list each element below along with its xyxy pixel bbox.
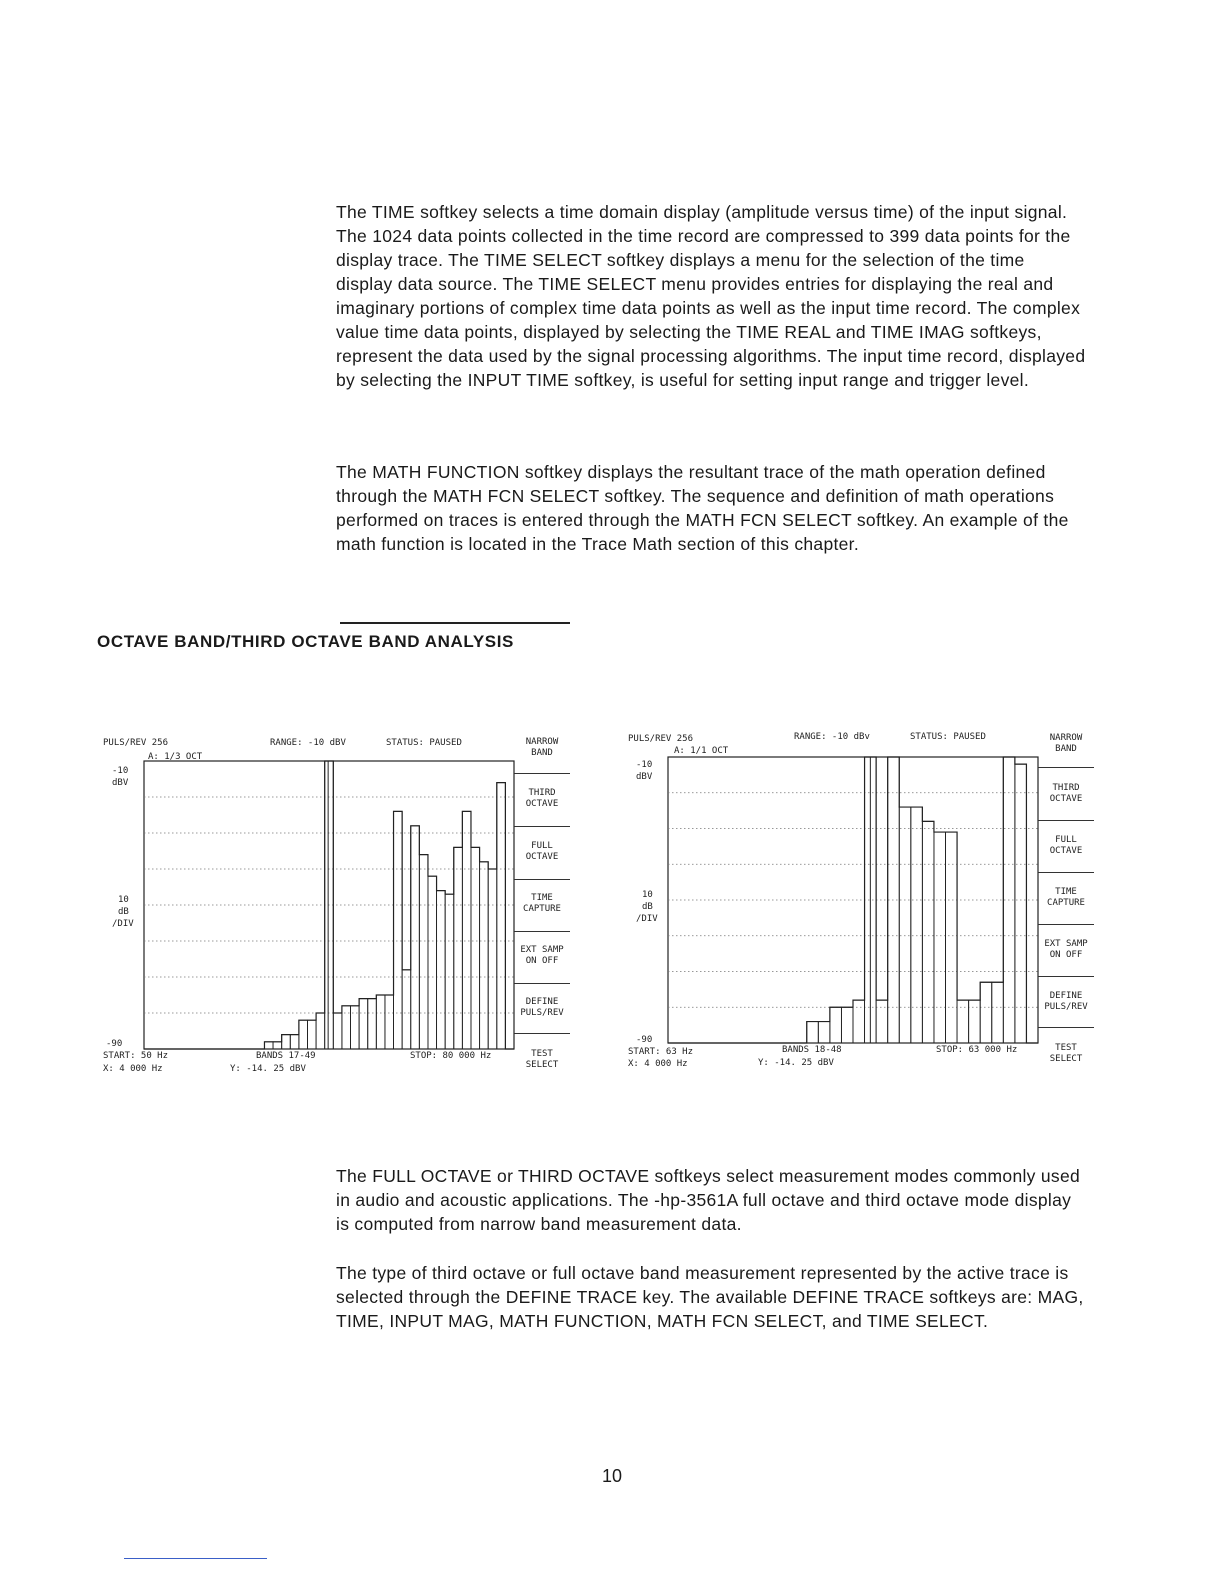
softkey-full-octave[interactable] xyxy=(512,841,572,863)
band-bar xyxy=(273,1042,282,1049)
softkey-label-2: OCTAVE xyxy=(525,852,559,862)
band-bar xyxy=(969,1000,981,1043)
page-number: 10 xyxy=(601,1466,623,1486)
softkey-divider xyxy=(514,773,570,774)
softkey-label-2: CAPTURE xyxy=(1047,898,1085,908)
band-bar xyxy=(376,995,385,1049)
softkey-label-1: THIRD xyxy=(1052,783,1080,793)
softkey-divider xyxy=(514,826,570,827)
band-bar xyxy=(359,999,368,1049)
marker-x-readout: X: 4 000 Hz xyxy=(103,1064,163,1074)
band-bar xyxy=(841,1007,853,1043)
band-bar xyxy=(368,999,377,1049)
marker-y-readout: Y: -14. 25 dBV xyxy=(230,1064,306,1074)
pulsrev-label: PULS/REV 256 xyxy=(628,734,694,744)
softkey-divider xyxy=(1038,1027,1094,1028)
softkey-label-2: PULS/REV xyxy=(520,1008,564,1018)
status-label: STATUS: PAUSED xyxy=(910,732,986,742)
softkey-define-pulsrev[interactable] xyxy=(1036,991,1096,1013)
softkey-divider xyxy=(1038,767,1094,768)
softkey-time-capture[interactable] xyxy=(1036,887,1096,909)
band-bar xyxy=(264,1042,273,1049)
softkey-test-select[interactable] xyxy=(512,1049,572,1071)
softkey-ext-samp[interactable] xyxy=(512,945,572,967)
band-bar xyxy=(290,1035,299,1049)
band-bar xyxy=(911,807,923,1043)
section-heading: OCTAVE BAND/THIRD OCTAVE BAND ANALYSIS xyxy=(97,632,514,651)
y-scale-value: 10 xyxy=(118,895,129,905)
trace-mode-label: A: 1/3 OCT xyxy=(148,752,203,762)
band-bar xyxy=(351,1006,360,1049)
band-bar xyxy=(394,811,403,1049)
full-octave-screen xyxy=(626,731,1106,1076)
band-bar xyxy=(830,1007,842,1043)
band-bar xyxy=(853,1000,865,1043)
band-bar xyxy=(282,1035,291,1049)
y-bottom-label: -90 xyxy=(636,1035,653,1045)
band-bar xyxy=(807,1022,819,1043)
band-bar xyxy=(818,1022,830,1043)
softkey-label-1: NARROW xyxy=(1049,733,1083,743)
softkey-divider xyxy=(514,931,570,932)
softkey-third-octave[interactable] xyxy=(512,788,572,810)
heading-rule xyxy=(340,622,570,624)
band-bar xyxy=(488,869,497,1049)
trace-mode-label: A: 1/1 OCT xyxy=(674,746,729,756)
band-bar xyxy=(462,811,471,1049)
softkey-label-2: ON OFF xyxy=(525,956,559,966)
band-bar xyxy=(922,821,934,1043)
softkey-label-1: EXT SAMP xyxy=(1044,939,1088,949)
band-bar xyxy=(342,1006,351,1049)
time-softkey-paragraph: The TIME softkey selects a time domain display (amplitude versus time) of the input signal. The 1024 data points collected in the time record are compressed to 399 data points for the display trace. The TIME SELECT softkey displays a menu for the selection of the time display data source. The TIME SELECT menu provides entries for displaying the real and imaginary portions of complex time data points as well as the input time record. The complex value time data points, displayed by selecting the TIME REAL and TIME IMAG softkeys, represent the data used by the signal processing algorithms. The input time record, displayed by selecting the INPUT TIME softkey, is useful for setting input range and trigger level. xyxy=(336,202,1086,390)
softkey-narrow-band[interactable] xyxy=(1036,733,1096,755)
softkey-label-1: TIME xyxy=(1055,887,1077,897)
third-octave-screen xyxy=(100,735,580,1080)
math-function-paragraph: The MATH FUNCTION softkey displays the resultant trace of the math operation defined through the MATH FCN SELECT softkey. The sequence and definition of math operations performed on traces is entered through the MATH FCN SELECT softkey. An example of the math function is located in the Trace Math section of this chapter. xyxy=(336,462,1069,554)
softkey-label-1: NARROW xyxy=(525,737,559,747)
status-label: STATUS: PAUSED xyxy=(386,738,462,748)
softkey-test-select[interactable] xyxy=(1036,1043,1096,1065)
band-bar xyxy=(957,1000,969,1043)
y-scale-div: /DIV xyxy=(636,914,658,924)
y-scale-unit: dB xyxy=(642,902,653,912)
y-top-unit: dBV xyxy=(112,778,129,788)
band-bar xyxy=(1015,764,1027,1043)
y-scale-div: /DIV xyxy=(112,919,134,929)
softkey-define-pulsrev[interactable] xyxy=(512,997,572,1019)
marker-x-readout: X: 4 000 Hz xyxy=(628,1059,688,1069)
y-top-label: -10 xyxy=(112,766,129,776)
band-bar xyxy=(876,1000,888,1043)
softkey-narrow-band[interactable] xyxy=(512,737,572,759)
footer-rule xyxy=(124,1558,267,1559)
softkey-label-1: DEFINE xyxy=(1049,991,1083,1001)
octave-plot xyxy=(144,761,514,1049)
softkey-label-1: THIRD xyxy=(528,788,556,798)
band-bar xyxy=(980,982,992,1043)
stop-freq-label: STOP: 63 000 Hz xyxy=(936,1045,1018,1055)
softkey-menu xyxy=(1036,731,1096,1076)
y-bottom-label: -90 xyxy=(106,1039,123,1049)
band-bar xyxy=(299,1020,308,1049)
y-top-label: -10 xyxy=(636,760,653,770)
softkey-divider xyxy=(1038,820,1094,821)
softkey-label-2: SELECT xyxy=(1049,1054,1083,1064)
softkey-label-1: EXT SAMP xyxy=(520,945,564,955)
band-bar xyxy=(471,847,480,1049)
band-bar xyxy=(437,891,446,1049)
band-bar xyxy=(497,783,506,1049)
start-freq-label: START: 63 Hz xyxy=(628,1047,694,1057)
softkey-label-2: OCTAVE xyxy=(525,799,559,809)
octave-modes-paragraph: The FULL OCTAVE or THIRD OCTAVE softkeys select measurement modes commonly used in audio and acoustic applications. The -hp-3561A full octave and third octave mode display is computed from narrow band measurement data. xyxy=(336,1166,1081,1234)
band-bar xyxy=(385,995,394,1049)
softkey-label-2: BAND xyxy=(531,748,553,758)
band-bar xyxy=(946,832,958,1043)
pulsrev-label: PULS/REV 256 xyxy=(103,738,169,748)
bands-label: BANDS 17-49 xyxy=(256,1051,316,1061)
band-bar xyxy=(428,876,437,1049)
softkey-label-1: FULL xyxy=(1055,835,1077,845)
softkey-divider xyxy=(1038,872,1094,873)
softkey-label-2: BAND xyxy=(1055,744,1077,754)
octave-plot xyxy=(668,757,1038,1043)
y-scale-value: 10 xyxy=(642,890,653,900)
band-bar xyxy=(411,826,420,1049)
marker-y-readout: Y: -14. 25 dBV xyxy=(758,1058,834,1068)
softkey-label-2: SELECT xyxy=(525,1060,559,1070)
softkey-ext-samp[interactable] xyxy=(1036,939,1096,961)
softkey-divider xyxy=(514,1033,570,1034)
range-label: RANGE: -10 dBv xyxy=(794,732,870,742)
softkey-label-1: TEST xyxy=(531,1049,553,1059)
softkey-time-capture[interactable] xyxy=(512,893,572,915)
softkey-label-2: ON OFF xyxy=(1049,950,1083,960)
stop-freq-label: STOP: 80 000 Hz xyxy=(410,1051,492,1061)
plot-gridlines xyxy=(668,793,1038,1008)
band-bar xyxy=(419,855,428,1049)
softkey-label-1: TIME xyxy=(531,893,553,903)
band-bar xyxy=(402,970,411,1049)
softkey-label-1: FULL xyxy=(531,841,553,851)
softkey-label-1: TEST xyxy=(1055,1043,1077,1053)
band-bar xyxy=(316,1013,325,1049)
softkey-divider xyxy=(514,879,570,880)
softkey-label-2: OCTAVE xyxy=(1049,846,1083,856)
softkey-full-octave[interactable] xyxy=(1036,835,1096,857)
y-scale-unit: dB xyxy=(118,907,129,917)
softkey-label-2: OCTAVE xyxy=(1049,794,1083,804)
band-bar xyxy=(333,1013,342,1049)
bands-label: BANDS 18-48 xyxy=(782,1045,842,1055)
softkey-label-2: PULS/REV xyxy=(1044,1002,1088,1012)
band-bar xyxy=(899,807,911,1043)
plot-gridlines xyxy=(144,797,514,1013)
softkey-label-1: DEFINE xyxy=(525,997,559,1007)
y-top-unit: dBV xyxy=(636,772,653,782)
softkey-label-2: CAPTURE xyxy=(523,904,561,914)
band-bar xyxy=(480,862,489,1049)
softkey-divider xyxy=(1038,924,1094,925)
band-bar xyxy=(454,847,463,1049)
softkey-menu xyxy=(512,735,572,1080)
band-bar xyxy=(934,832,946,1043)
softkey-divider xyxy=(514,983,570,984)
softkey-divider xyxy=(1038,976,1094,977)
range-label: RANGE: -10 dBV xyxy=(270,738,346,748)
band-bar xyxy=(307,1020,316,1049)
band-bar xyxy=(445,894,454,1049)
start-freq-label: START: 50 Hz xyxy=(103,1051,169,1061)
define-trace-paragraph: The type of third octave or full octave band measurement represented by the active trace is selected through the DEFINE TRACE key. The available DEFINE TRACE softkeys are: MAG, TIME, INPUT MAG, MATH FUNCTION, MATH FCN SELECT, and TIME SELECT. xyxy=(336,1263,1084,1331)
band-bar xyxy=(992,982,1004,1043)
softkey-third-octave[interactable] xyxy=(1036,783,1096,805)
